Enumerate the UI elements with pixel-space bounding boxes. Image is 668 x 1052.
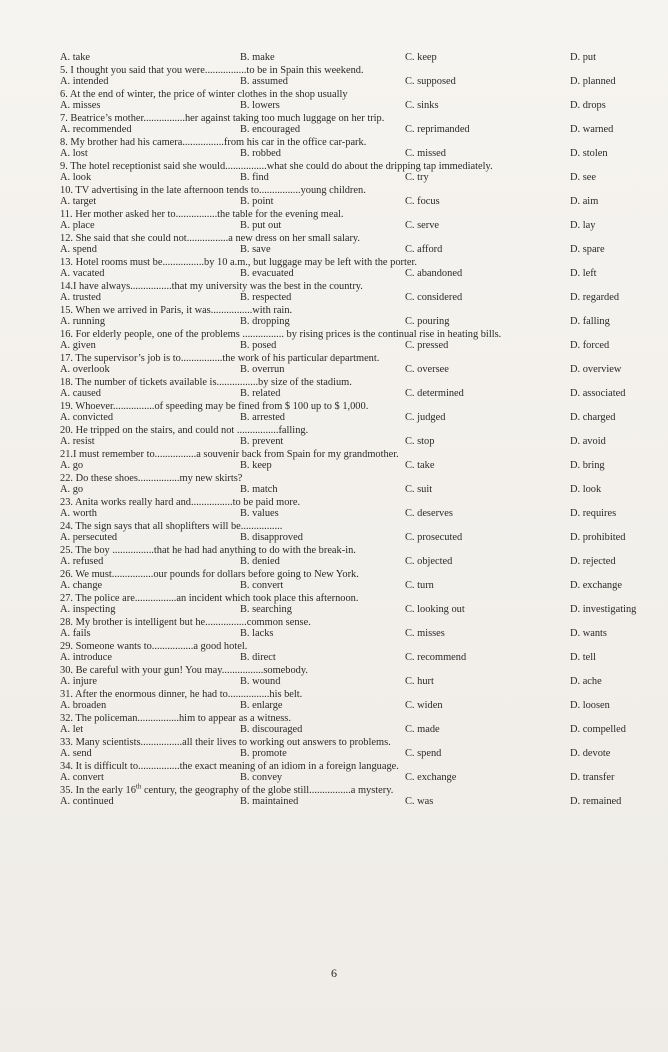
options-row [60, 316, 645, 329]
question-stem: 35. In the early 16th century, the geography of the globe still................a mystery. [60, 782, 394, 796]
option-b: B. denied [240, 556, 280, 567]
options-row [60, 220, 645, 233]
options-row [60, 508, 645, 521]
option-c: C. widen [405, 700, 443, 711]
question-item [60, 89, 645, 113]
question-stem: 10. TV advertising in the late afternoon tends to................young children. [60, 185, 366, 196]
option-a: A. caused [60, 388, 101, 399]
option-d: D. put [570, 52, 596, 63]
option-c: C. spend [405, 748, 442, 759]
top-options-row [60, 52, 645, 65]
option-b: B. arrested [240, 412, 286, 423]
option-d: D. tell [570, 652, 596, 663]
options-row [60, 556, 645, 569]
question-stem: 20. He tripped on the stairs, and could not ................falling. [60, 425, 309, 436]
option-d: D. spare [570, 244, 605, 255]
options-row [60, 460, 645, 473]
option-c: C. try [405, 172, 429, 183]
question-item [60, 545, 645, 569]
option-a: A. spend [60, 244, 97, 255]
question-list [60, 52, 645, 809]
question-item [60, 617, 645, 641]
option-d: D. planned [570, 76, 616, 87]
question-item [60, 113, 645, 137]
question-item [60, 209, 645, 233]
option-c: C. focus [405, 196, 440, 207]
options-row [60, 340, 645, 353]
options-row [60, 580, 645, 593]
option-a: A. continued [60, 796, 114, 807]
option-b: B. wound [240, 676, 281, 687]
option-d: D. charged [570, 412, 616, 423]
option-d: D. associated [570, 388, 626, 399]
option-c: C. take [405, 460, 435, 471]
question-item [60, 233, 645, 257]
question-stem: 19. Whoever................of speeding may be fined from $ 100 up to $ 1,000. [60, 401, 369, 412]
options-row [60, 196, 645, 209]
option-b: B. values [240, 508, 279, 519]
question-stem: 18. The number of tickets available is................by size of the stadium. [60, 377, 352, 388]
option-c: C. recommend [405, 652, 467, 663]
question-stem: 34. It is difficult to................the exact meaning of an idiom in a foreign language. [60, 761, 399, 772]
option-d: D. transfer [570, 772, 615, 783]
question-stem: 15. When we arrived in Paris, it was................with rain. [60, 305, 293, 316]
option-d: D. aim [570, 196, 599, 207]
option-b: B. posed [240, 340, 277, 351]
option-c: C. suit [405, 484, 433, 495]
option-c: C. reprimanded [405, 124, 470, 135]
option-b: B. dropping [240, 316, 290, 327]
option-d: D. prohibited [570, 532, 626, 543]
option-b: B. prevent [240, 436, 284, 447]
option-a: A. misses [60, 100, 101, 111]
options-row [60, 676, 645, 689]
option-d: D. wants [570, 628, 607, 639]
question-stem: 32. The policeman................him to appear as a witness. [60, 713, 291, 724]
option-d: D. loosen [570, 700, 610, 711]
option-d: D. falling [570, 316, 610, 327]
option-a: A. worth [60, 508, 97, 519]
option-d: D. stolen [570, 148, 608, 159]
option-b: B. save [240, 244, 271, 255]
option-d: D. exchange [570, 580, 622, 591]
option-b: B. find [240, 172, 269, 183]
options-row [60, 412, 645, 425]
option-d: D. drops [570, 100, 606, 111]
option-c: C. sinks [405, 100, 439, 111]
option-c: C. serve [405, 220, 440, 231]
question-item [60, 161, 645, 185]
options-row [60, 172, 645, 185]
option-c: C. turn [405, 580, 434, 591]
question-stem: 12. She said that she could not................a new dress on her small salary. [60, 233, 361, 244]
option-b: B. robbed [240, 148, 281, 159]
option-c: C. missed [405, 148, 446, 159]
options-row [60, 292, 645, 305]
option-c: C. oversee [405, 364, 449, 375]
options-row [60, 484, 645, 497]
option-d: D. lay [570, 220, 596, 231]
option-b: B. keep [240, 460, 272, 471]
option-b: B. discouraged [240, 724, 303, 735]
option-a: A. place [60, 220, 95, 231]
question-stem: 8. My brother had his camera................from his car in the office car-park. [60, 137, 367, 148]
option-d: D. requires [570, 508, 617, 519]
option-b: B. evacuated [240, 268, 294, 279]
option-d: D. bring [570, 460, 605, 471]
option-b: B. lowers [240, 100, 280, 111]
option-d: D. remained [570, 796, 622, 807]
question-stem: 33. Many scientists................all their lives to working out answers to problems. [60, 737, 391, 748]
option-d: D. look [570, 484, 602, 495]
options-row [60, 652, 645, 665]
option-d: D. forced [570, 340, 610, 351]
question-stem: 16. For elderly people, one of the problems ................ by rising prices is the continual rise in heating bills. [60, 329, 502, 340]
option-c: C. supposed [405, 76, 456, 87]
option-d: D. ache [570, 676, 602, 687]
options-row [60, 244, 645, 257]
option-a: A. refused [60, 556, 104, 567]
question-item [60, 185, 645, 209]
option-a: A. recommended [60, 124, 132, 135]
option-b: B. enlarge [240, 700, 283, 711]
option-c: C. was [405, 796, 434, 807]
question-item [60, 377, 645, 401]
option-b: B. convert [240, 580, 284, 591]
option-b: B. overrun [240, 364, 285, 375]
option-c: C. objected [405, 556, 453, 567]
options-row [60, 100, 645, 113]
option-a: A. convicted [60, 412, 114, 423]
question-item [60, 737, 645, 761]
options-row [60, 76, 645, 89]
question-stem: 13. Hotel rooms must be................by 10 a.m., but luggage may be left with the porter. [60, 257, 417, 268]
option-c: C. afford [405, 244, 443, 255]
option-c: C. abandoned [405, 268, 463, 279]
option-d: D. avoid [570, 436, 606, 447]
option-a: A. go [60, 484, 84, 495]
question-item [60, 65, 645, 89]
option-d: D. overview [570, 364, 622, 375]
question-stem: 30. Be careful with your gun! You may................somebody. [60, 665, 308, 676]
option-a: A. given [60, 340, 96, 351]
options-row [60, 700, 645, 713]
option-a: A. send [60, 748, 92, 759]
option-c: C. stop [405, 436, 435, 447]
option-a: A. vacated [60, 268, 105, 279]
options-row [60, 748, 645, 761]
question-item [60, 329, 645, 353]
option-b: B. encouraged [240, 124, 301, 135]
option-d: D. left [570, 268, 597, 279]
question-item [60, 473, 645, 497]
option-d: D. compelled [570, 724, 626, 735]
question-item [60, 137, 645, 161]
option-c: C. deserves [405, 508, 453, 519]
options-row [60, 124, 645, 137]
question-item [60, 449, 645, 473]
option-c: C. pouring [405, 316, 450, 327]
option-d: D. regarded [570, 292, 620, 303]
option-a: A. trusted [60, 292, 101, 303]
question-stem: 22. Do these shoes................my new skirts? [60, 473, 243, 484]
questions-container [60, 65, 645, 785]
question-item [60, 665, 645, 689]
question-stem: 24. The sign says that all shoplifters will be................ [60, 521, 283, 532]
option-b: B. maintained [240, 796, 299, 807]
option-d: D. investigating [570, 604, 637, 615]
options-row [60, 772, 645, 785]
options-row [60, 628, 645, 641]
option-b: B. searching [240, 604, 292, 615]
options-row [60, 796, 645, 809]
question-stem: 27. The police are................an incident which took place this afternoon. [60, 593, 359, 604]
options-row [60, 388, 645, 401]
option-d: D. rejected [570, 556, 616, 567]
question-item [60, 689, 645, 713]
question-stem: 23. Anita works really hard and................to be paid more. [60, 497, 301, 508]
option-c: C. looking out [405, 604, 465, 615]
option-c: C. prosecuted [405, 532, 463, 543]
option-c: C. exchange [405, 772, 457, 783]
question-item [60, 257, 645, 281]
question-stem: 17. The supervisor’s job is to................the work of his particular department. [60, 353, 380, 364]
option-a: A. look [60, 172, 92, 183]
option-a: A. resist [60, 436, 95, 447]
option-b: B. put out [240, 220, 282, 231]
option-a: A. take [60, 52, 91, 63]
option-b: B. disapproved [240, 532, 303, 543]
question-stem: 25. The boy ................that he had had anything to do with the break-in. [60, 545, 356, 556]
question-stem: 6. At the end of winter, the price of winter clothes in the shop usually [60, 89, 348, 100]
question-stem: 26. We must................our pounds for dollars before going to New York. [60, 569, 359, 580]
options-row [60, 724, 645, 737]
question-item [60, 641, 645, 665]
question-stem: 11. Her mother asked her to................the table for the evening meal. [60, 209, 344, 220]
question-item [60, 353, 645, 377]
option-a: A. target [60, 196, 97, 207]
option-a: A. running [60, 316, 106, 327]
question-item [60, 401, 645, 425]
option-c: C. pressed [405, 340, 449, 351]
question-stem: 9. The hotel receptionist said she would................what she could do about the dripping tap immediately. [60, 161, 493, 172]
options-row [60, 268, 645, 281]
options-row [60, 532, 645, 545]
option-a: A. change [60, 580, 103, 591]
option-b: B. lacks [240, 628, 274, 639]
question-item [60, 761, 645, 785]
option-a: A. let [60, 724, 84, 735]
question-stem: 7. Beatrice’s mother................her against taking too much luggage on her trip. [60, 113, 385, 124]
question-item [60, 569, 645, 593]
option-b: B. assumed [240, 76, 288, 87]
options-row [60, 364, 645, 377]
question-stem: 5. I thought you said that you were................to be in Spain this weekend. [60, 65, 364, 76]
option-a: A. introduce [60, 652, 112, 663]
option-a: A. inspecting [60, 604, 116, 615]
question-item [60, 521, 645, 545]
option-b: B. make [240, 52, 275, 63]
option-b: B. promote [240, 748, 287, 759]
question-stem: 28. My brother is intelligent but he................common sense. [60, 617, 311, 628]
option-b: B. direct [240, 652, 276, 663]
question-item [60, 281, 645, 305]
option-a: A. persecuted [60, 532, 118, 543]
option-c: C. hurt [405, 676, 434, 687]
option-b: B. convey [240, 772, 283, 783]
option-b: B. point [240, 196, 274, 207]
question-item [60, 305, 645, 329]
option-c: C. misses [405, 628, 445, 639]
question-stem: 21.I must remember to................a souvenir back from Spain for my grandmother. [60, 449, 399, 460]
options-row [60, 604, 645, 617]
question-stem: 29. Someone wants to................a good hotel. [60, 641, 248, 652]
option-a: A. injure [60, 676, 97, 687]
question-item [60, 713, 645, 737]
option-d: D. see [570, 172, 596, 183]
question-item [60, 593, 645, 617]
question-stem: 14.I have always................that my university was the best in the country. [60, 281, 363, 292]
question-item [60, 497, 645, 521]
question-stem: 31. After the enormous dinner, he had to................his belt. [60, 689, 303, 700]
option-c: C. considered [405, 292, 463, 303]
option-a: A. convert [60, 772, 104, 783]
option-a: A. fails [60, 628, 91, 639]
option-d: D. devote [570, 748, 611, 759]
option-c: C. judged [405, 412, 446, 423]
options-row [60, 148, 645, 161]
option-d: D. warned [570, 124, 614, 135]
option-a: A. overlook [60, 364, 110, 375]
option-c: C. made [405, 724, 440, 735]
option-a: A. lost [60, 148, 88, 159]
option-c: C. keep [405, 52, 437, 63]
question-item [60, 425, 645, 449]
options-row [60, 436, 645, 449]
option-a: A. broaden [60, 700, 107, 711]
option-b: B. related [240, 388, 281, 399]
option-a: A. go [60, 460, 84, 471]
question-item [60, 782, 645, 809]
option-a: A. intended [60, 76, 109, 87]
page-number: 6 [331, 966, 337, 980]
option-b: B. respected [240, 292, 292, 303]
option-c: C. determined [405, 388, 464, 399]
option-b: B. match [240, 484, 278, 495]
